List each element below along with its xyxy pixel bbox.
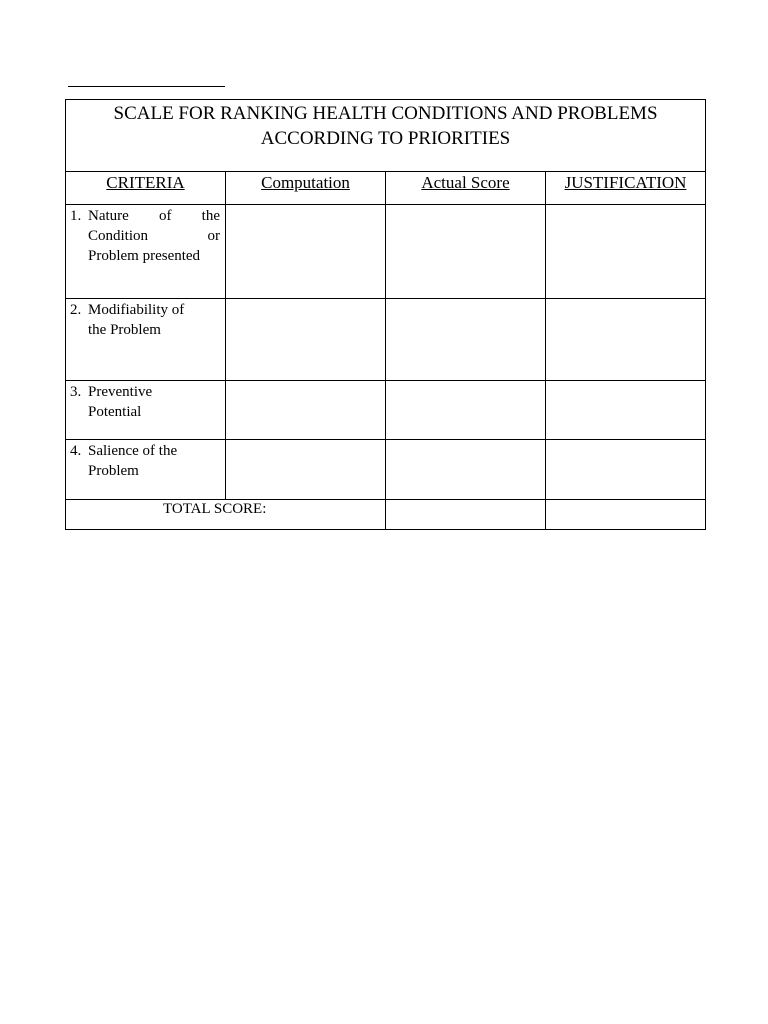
actual-score-cell[interactable]: [386, 205, 546, 299]
title-line-2: ACCORDING TO PRIORITIES: [260, 128, 511, 149]
justification-cell[interactable]: [546, 205, 706, 299]
actual-score-cell[interactable]: [386, 440, 546, 500]
criterion-modifiability: 2. Modifiability of the Problem: [66, 299, 226, 381]
computation-cell[interactable]: [226, 440, 386, 500]
computation-cell[interactable]: [226, 381, 386, 440]
table-row: [66, 299, 706, 381]
header-justification: JUSTIFICATION: [546, 172, 706, 205]
actual-score-cell[interactable]: [386, 299, 546, 381]
header-computation: Computation: [226, 172, 386, 205]
table-row: [66, 381, 706, 440]
justification-cell[interactable]: [546, 299, 706, 381]
name-blank-line: [68, 86, 225, 87]
criterion-salience: 4. Salience of the Problem: [66, 440, 226, 500]
title-line-1: SCALE FOR RANKING HEALTH CONDITIONS AND PROBLEMS: [113, 103, 658, 124]
header-actual-score: Actual Score: [386, 172, 546, 205]
total-justification-cell[interactable]: [546, 500, 706, 530]
justification-cell[interactable]: [546, 440, 706, 500]
total-row: [66, 500, 706, 530]
table-title: [66, 100, 706, 172]
table-row: [66, 205, 706, 299]
total-score-label: TOTAL SCORE:: [66, 500, 386, 530]
computation-cell[interactable]: [226, 205, 386, 299]
actual-score-cell[interactable]: [386, 381, 546, 440]
criterion-preventive-potential: 3. Preventive Potential: [66, 381, 226, 440]
justification-cell[interactable]: [546, 381, 706, 440]
priority-ranking-table: [65, 99, 706, 530]
table-row: [66, 440, 706, 500]
criterion-nature: 1. Nature of the Condition or Problem presented: [66, 205, 226, 299]
header-criteria: CRITERIA: [66, 172, 226, 205]
total-actual-score-cell[interactable]: [386, 500, 546, 530]
computation-cell[interactable]: [226, 299, 386, 381]
